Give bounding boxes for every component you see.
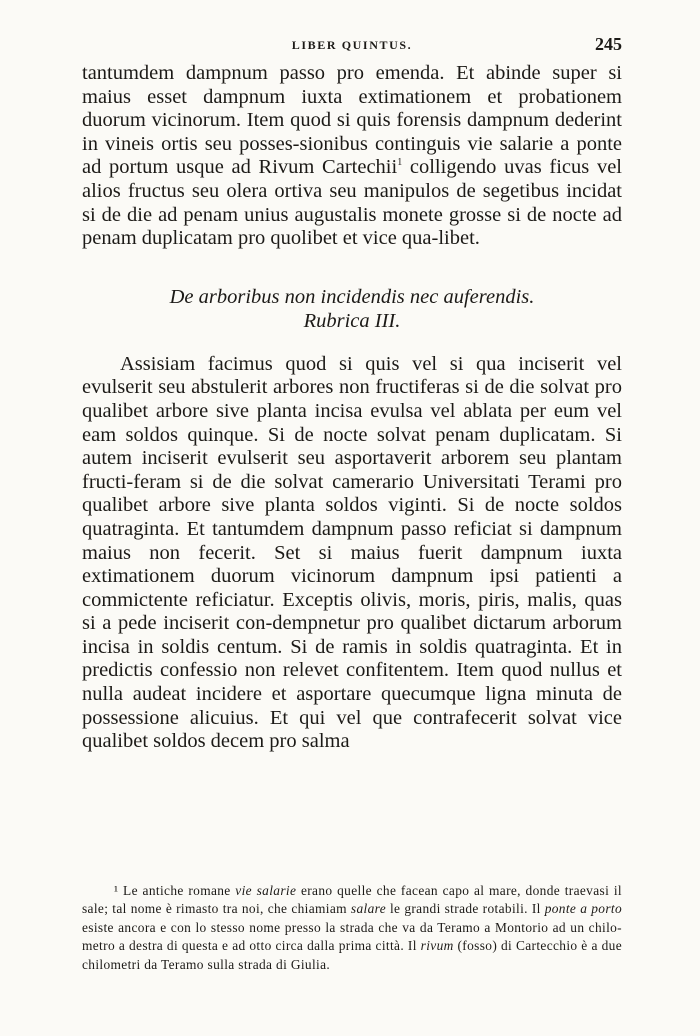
rubric-label: Rubrica III. (303, 309, 401, 332)
footnotes (82, 882, 622, 974)
paragraph-text: tantumdem dampnum passo pro emenda. Et abinde super si maius esset dampnum iuxta extimationem et probationem duorum vicinorum. Item quod si quis forensis dampnum dederint in vineis ortis seu posses-sionibus continguis vie salarie a ponte ad portum usque ad Rivum Cartechii (82, 62, 622, 179)
footnote-text: Le antiche romane (118, 883, 236, 898)
paragraph-assisiam: Assisiam facimus quod si quis vel si qua inciserit vel evulserit seu abstulerit arbores non fructiferas si de die solvat pro qualibet arbore sive planta incisa evulsa vel ablata per eum vel eam soldos quinque. Si de nocte solvat penam duplicatam. Si autem inciserit evulserit seu asportaverit arborem seu plantam fructi-feram si de die solvat camerario Universitati Terami pro qualibet arbore sive planta soldos viginti. Si de nocte soldos quatraginta. Et tantumdem dampnum passo reficiat si dampnum maius non fecerit. Set si maius fuerit dampnum iuxta extimationem duorum vicinorum dampnum ipsi patienti a commictente reficiatur. Exceptis olivis, moris, piris, malis, quas si a pede inciserit con-dempnetur pro qualibet dictarum arborum incisa in soldis centum. Si de ramis in soldis quatraginta. Et in predictis confessio non relevet confitentem. Item quod nullus et nulla audeat incidere et asportare quecumque ligna minuta de possessione alicuius. Et qui vel que contrafecerit solvat vice qualibet soldos decem pro salma (82, 352, 622, 753)
paragraph-continuation (82, 62, 622, 251)
footnote-italic: ponte a porto (544, 901, 622, 917)
footnote-mark: ¹ (114, 883, 119, 898)
footnote-text: le grandi strade rotabili. Il (386, 901, 545, 917)
running-head (82, 34, 622, 62)
footnote-text: esiste ancora e con lo stesso nome presso la strada che va da Teramo a Montorio ad un chilo-metro a destra di questa e ad otto circa dalla prima città. Il (82, 919, 622, 954)
footnote-1 (82, 882, 622, 974)
footnote-text: erano quelle che facean capo al mare, donde traevasi il sale; tal nome è rimasto tra noi, che chiamiam (82, 883, 622, 917)
footnote-text: (fosso) di Cartecchio è a due chilometri da Teramo sulla strada di Giulia. (82, 938, 622, 972)
section-heading (82, 285, 622, 333)
section-title: De arboribus non incidendis nec auferendis. (169, 285, 535, 308)
footnote-italic: salare (350, 901, 386, 917)
paragraph-text: colligendo uvas ficus vel alios fructus seu olera ortiva seu manipulos de segetibus incidat si de die ad penam unius augustalis monete grosse si de nocte ad penam duplicatam pro quolibet et vice qua-libet. (82, 156, 622, 250)
footnote-italic: rivum (420, 938, 454, 954)
footnote-italic: vie salarie (235, 883, 297, 898)
page-number: 245 (595, 34, 622, 54)
footnote-reference[interactable]: 1 (397, 157, 403, 169)
running-title: LIBER QUINTUS. (291, 38, 413, 52)
